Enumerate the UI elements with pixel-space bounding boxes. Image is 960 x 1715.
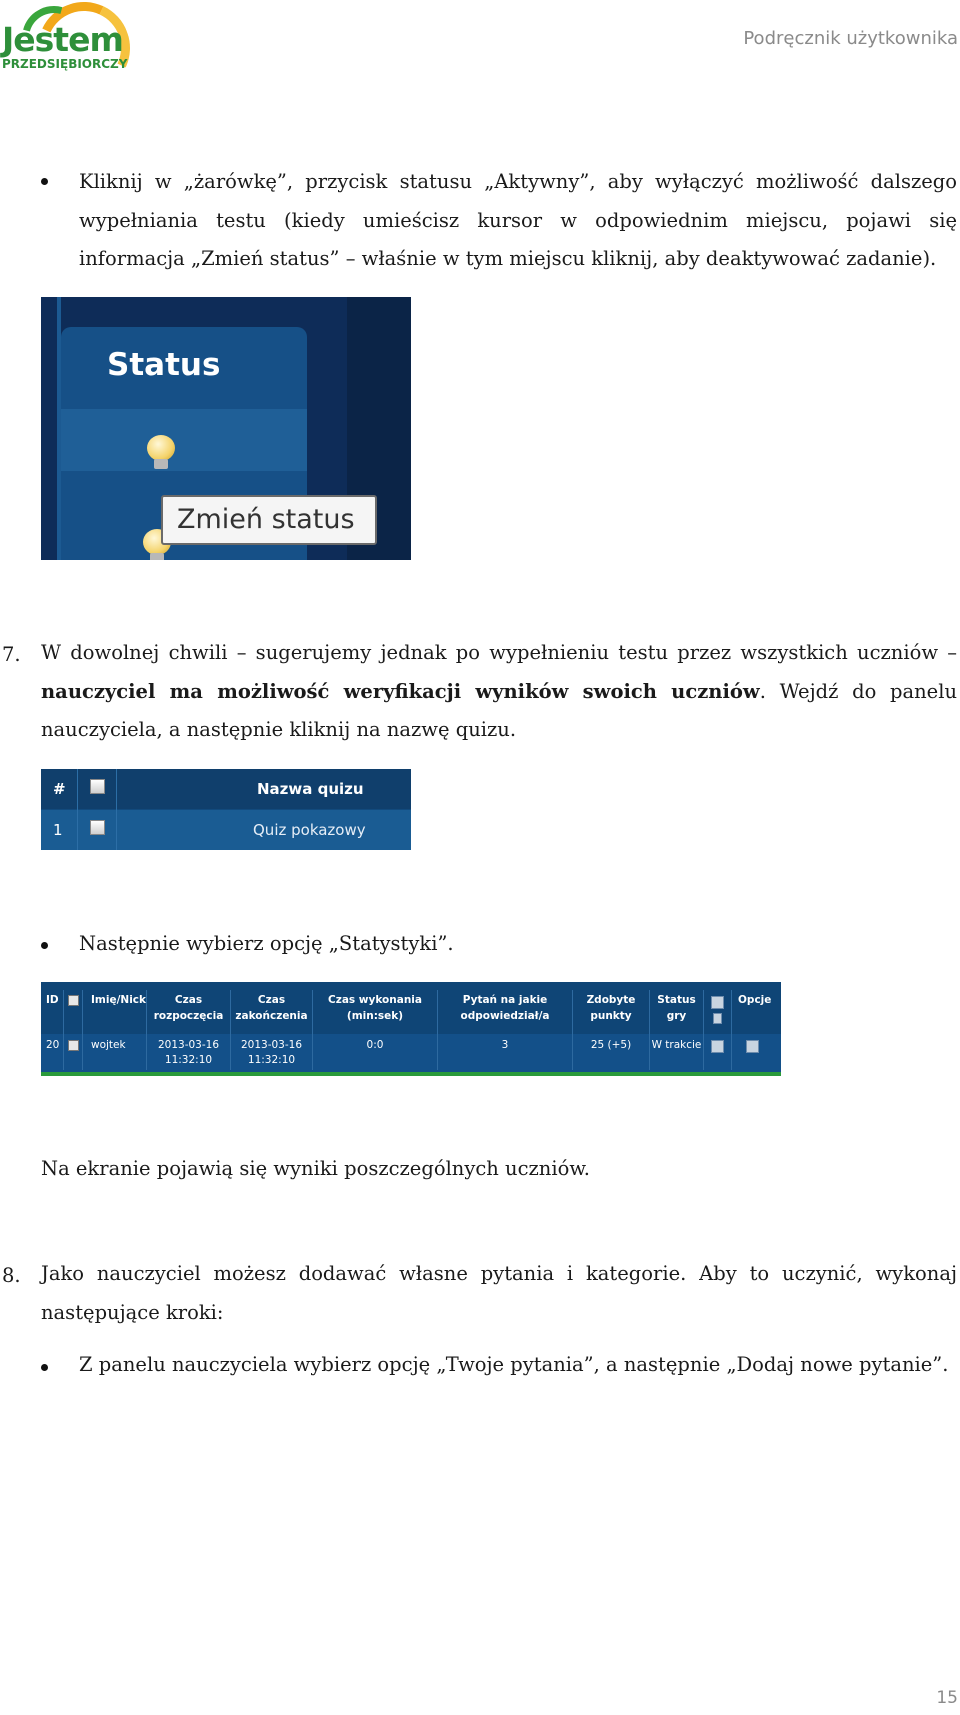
stats-bottom-bar bbox=[41, 1072, 781, 1076]
header-status-line2: gry bbox=[666, 1010, 687, 1022]
lightbulb-icon[interactable] bbox=[145, 435, 177, 471]
quiz-header-name: Nazwa quizu bbox=[257, 780, 364, 798]
item8-number: 8. bbox=[2, 1264, 21, 1287]
item7-line3: nauczyciela, a następnie kliknij na nazwę quizu. bbox=[41, 718, 517, 741]
header-start-line1: Czas bbox=[174, 994, 203, 1006]
header-answered-line1: Pytań na jakie bbox=[462, 994, 548, 1006]
bullet3-text: Z panelu nauczyciela wybierz opcję „Twoje pytania”, a następnie „Dodaj nowe pytanie”. bbox=[79, 1353, 949, 1376]
select-all-checkbox[interactable] bbox=[90, 779, 105, 794]
bullet-icon bbox=[41, 1364, 48, 1371]
header-id: ID bbox=[46, 994, 59, 1006]
export-icon[interactable] bbox=[711, 996, 724, 1009]
item8-line1: Jako nauczyciel możesz dodawać własne pytania i kategorie. Aby to uczynić, wykonaj bbox=[41, 1262, 957, 1285]
row-end-time: 11:32:10 bbox=[247, 1054, 296, 1066]
header-points bbox=[573, 992, 649, 1024]
header-end-line2: zakończenia bbox=[235, 1010, 308, 1022]
quiz-name-link[interactable]: Quiz pokazowy bbox=[253, 821, 366, 839]
delete-icon[interactable] bbox=[713, 1013, 722, 1024]
column-divider bbox=[116, 769, 117, 850]
bullet1-paragraph bbox=[79, 163, 957, 279]
statistics-screenshot bbox=[41, 982, 781, 1076]
header-answered-line2: odpowiedział/a bbox=[460, 1010, 550, 1022]
row-checkbox[interactable] bbox=[90, 820, 105, 835]
row-start-date: 2013-03-16 bbox=[157, 1039, 220, 1051]
item8-line2: następujące kroki: bbox=[41, 1300, 224, 1324]
header-end bbox=[231, 992, 312, 1024]
logo-main-text: Jestem bbox=[2, 20, 123, 59]
bullet-icon bbox=[41, 178, 48, 185]
item7-paragraph bbox=[41, 634, 957, 750]
item7-number: 7. bbox=[2, 643, 21, 666]
options-icon[interactable] bbox=[746, 1040, 759, 1053]
header-duration bbox=[313, 992, 437, 1024]
header-answered bbox=[438, 992, 572, 1024]
results-text: Na ekranie pojawią się wyniki poszczególnych uczniów. bbox=[41, 1157, 590, 1180]
bullet2-text: Następnie wybierz opcję „Statystyki”. bbox=[79, 932, 454, 955]
row-checkbox[interactable] bbox=[68, 1040, 79, 1051]
logo-sub-text: PRZEDSIĘBIORCZY bbox=[2, 57, 128, 71]
header-start-line2: rozpoczęcia bbox=[153, 1010, 224, 1022]
select-all-checkbox[interactable] bbox=[68, 995, 79, 1006]
header-options: Opcje bbox=[738, 994, 772, 1006]
bullet1-line1: Kliknij w „żarówkę”, przycisk statusu „Aktywny”, aby wyłączyć możliwość dalszego bbox=[79, 170, 957, 193]
row-end-date: 2013-03-16 bbox=[240, 1039, 303, 1051]
bullet1-line3: informacja „Zmień status” – właśnie w tym miejscu kliknij, aby deaktywować zadanie). bbox=[79, 247, 937, 270]
quiz-row-num: 1 bbox=[53, 821, 63, 839]
bullet-icon bbox=[41, 942, 48, 949]
change-status-tooltip: Zmień status bbox=[161, 495, 377, 545]
header-start bbox=[147, 992, 230, 1024]
status-heading: Status bbox=[107, 347, 221, 383]
row-start-time: 11:32:10 bbox=[164, 1054, 213, 1066]
row-id: 20 bbox=[46, 1039, 60, 1051]
logo bbox=[0, 0, 140, 80]
row-points: 25 (+5) bbox=[590, 1039, 632, 1051]
row-answered: 3 bbox=[501, 1039, 509, 1051]
column-divider bbox=[77, 769, 78, 850]
item7-line1: W dowolnej chwili – sugerujemy jednak po wypełnieniu testu przez wszystkich uczniów – bbox=[41, 641, 957, 664]
status-row-band bbox=[61, 409, 307, 471]
quiz-header-num: # bbox=[53, 780, 66, 798]
column-divider bbox=[703, 990, 704, 1070]
header-status bbox=[650, 992, 703, 1024]
quiz-list-screenshot bbox=[41, 769, 411, 850]
column-divider bbox=[82, 990, 83, 1070]
header-status-line1: Status bbox=[657, 994, 696, 1006]
bullet1-line2: wypełniania testu (kiedy umieścisz kursor w odpowiednim miejscu, pojawi się bbox=[79, 208, 957, 232]
row-duration: 0:0 bbox=[366, 1039, 384, 1051]
row-status: W trakcie bbox=[651, 1039, 702, 1051]
header-points-line2: punkty bbox=[590, 1010, 632, 1022]
item8-paragraph bbox=[41, 1255, 957, 1332]
item7-bold-text: nauczyciel ma możliwość weryfikacji wyników swoich uczniów bbox=[41, 679, 760, 703]
column-divider bbox=[731, 990, 732, 1070]
item7-line2 bbox=[41, 673, 957, 712]
status-screenshot bbox=[41, 297, 411, 560]
header-title: Podręcznik użytkownika bbox=[743, 28, 958, 49]
column-divider bbox=[63, 990, 64, 1070]
statistics-icon[interactable] bbox=[711, 1040, 724, 1053]
row-name: wojtek bbox=[91, 1039, 126, 1051]
header-points-line1: Zdobyte bbox=[586, 994, 636, 1006]
row-start bbox=[147, 1038, 230, 1068]
header-duration-line1: Czas wykonania bbox=[328, 994, 422, 1006]
header-duration-line2: (min:sek) bbox=[346, 1010, 404, 1022]
header-name: Imię/Nick bbox=[91, 994, 146, 1006]
row-end bbox=[231, 1038, 312, 1068]
page-number: 15 bbox=[936, 1688, 958, 1708]
item7-line2-rest: . Wejdź do panelu bbox=[759, 679, 957, 703]
header-end-line1: Czas bbox=[257, 994, 286, 1006]
